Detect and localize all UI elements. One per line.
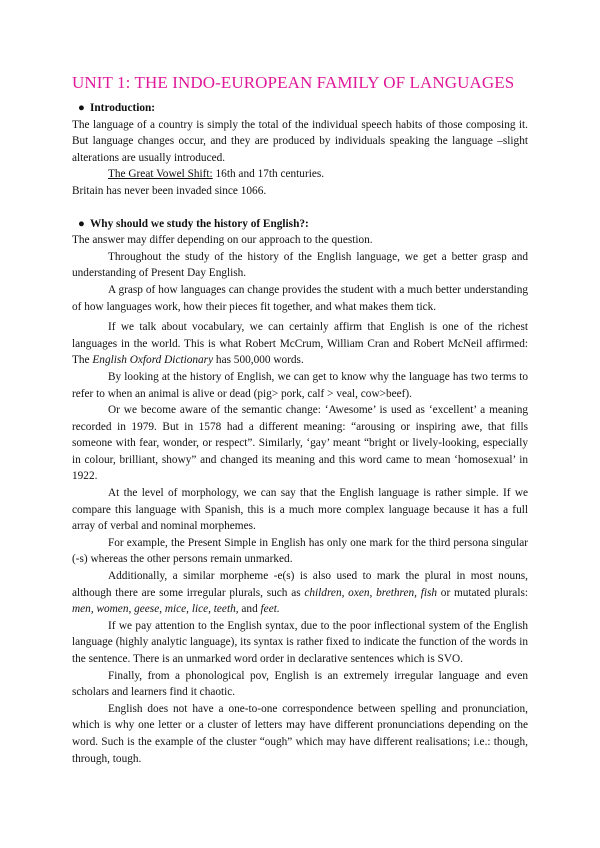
intro-paragraph: The language of a country is simply the total of the individual speech habits of those composing it. But language changes occur, and they are produced by individuals speaking the language –slight alterations are usually introduced. xyxy=(72,118,528,164)
great-vowel-shift-dates: 16th and 17th centuries. xyxy=(212,168,325,181)
mutated-plurals: men, women, geese, mice, lice, teeth, xyxy=(72,603,239,616)
intro-heading xyxy=(72,100,528,117)
spelling-paragraph: English does not have a one-to-one correspondence between spelling and pronunciation, which is why one letter or a cluster of letters may have different pronunciations depending on the word. Such is the example of the cluster “ough” which may have different realisations; i.e.: though, through, tough. xyxy=(72,702,528,765)
spacer xyxy=(72,200,528,216)
bullet-icon: ● xyxy=(78,102,85,114)
great-vowel-shift-link[interactable]: The Great Vowel Shift: xyxy=(108,168,213,181)
semantic-change-paragraph: Or we become aware of the semantic change: ‘Awesome’ is used as ‘excellent’ a meaning recorded in 1979. But in 1578 had a different meaning: “arousing or inspiring awe, that fills someone with fear, wonder, or respect”. Similarly, ‘gay’ meant “bright or lively-looking, especially in colour, brilliant, showy” and changed its meaning and this word came to mean ‘homosexual’ in 1922. xyxy=(72,404,528,483)
mutated-plurals-last: feet. xyxy=(260,603,280,616)
dictionary-title: English Oxford Dictionary xyxy=(92,354,214,367)
present-simple-paragraph: For example, the Present Simple in English has only one mark for the third persona singular (-s) whereas the other persons remain unmarked. xyxy=(72,536,528,566)
answer-paragraph: The answer may differ depending on our approach to the question. xyxy=(72,234,373,247)
plural-text-c: and xyxy=(238,603,261,616)
britain-line: Britain has never been invaded since 1066. xyxy=(72,184,267,197)
syntax-paragraph: If we pay attention to the English syntax, due to the poor inflectional system of the English language (highly analytic language), its syntax is rather fixed to indicate the function of the words in the sentence. There is an unmarked word order in declarative sentences which is SVO. xyxy=(72,619,528,665)
great-vowel-shift-line xyxy=(72,166,528,183)
history-paragraph: By looking at the history of English, we can get to know why the language has two terms to refer to when an animal is alive or dead (pig> pork, calf > veal, cow>beef). xyxy=(72,370,528,400)
intro-heading-text: Introduction: xyxy=(90,102,156,114)
morphology-paragraph: At the level of morphology, we can say that the English language is rather simple. If we compare this language with Spanish, this is a much more complex language because it has a full array of verbal and nominal morphemes. xyxy=(72,487,528,533)
plural-text-a: Additionally, a similar morpheme -e(s) is also used to mark the plural in most nouns, although there are some irregular plurals, such as xyxy=(72,570,528,599)
grasp-paragraph: Throughout the study of the history of the English language, we get a better grasp and understanding of Present Day English. xyxy=(72,250,528,280)
vocabulary-text-b: has 500,000 words. xyxy=(213,354,304,367)
languages-change-paragraph: A grasp of how languages can change provides the student with a much better understanding of how languages work, how their pieces fit together, and what makes them tick. xyxy=(72,283,528,313)
plural-text-b: or mutated plurals: xyxy=(437,586,528,599)
plural-paragraph xyxy=(72,568,528,618)
bullet-icon: ● xyxy=(78,217,85,230)
page-content xyxy=(72,72,528,767)
why-heading xyxy=(72,216,528,233)
vocabulary-paragraph xyxy=(72,319,528,369)
why-heading-text: Why should we study the history of English?: xyxy=(90,217,309,230)
vocabulary-text-a: If we talk about vocabulary, we can certainly affirm that English is one of the richest languages in the world. This is what Robert McCrum, William Cran and Robert McNeil affirmed: The xyxy=(72,321,528,367)
unit-title: UNIT 1: THE INDO-EUROPEAN FAMILY OF LANGUAGES xyxy=(72,73,515,92)
phonology-paragraph: Finally, from a phonological pov, English is an extremely irregular language and even scholars and learners find it chaotic. xyxy=(72,669,528,699)
irregular-plurals: children, oxen, brethren, fish xyxy=(304,586,438,599)
